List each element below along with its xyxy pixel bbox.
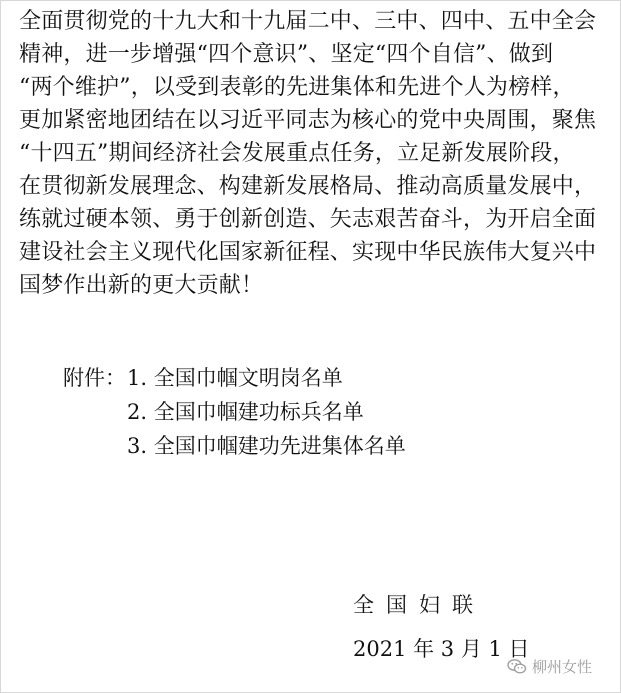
attachment-item: 1. 全国巾帼文明岗名单: [127, 366, 343, 390]
body-line: “十四五”期间经济社会发展重点任务，立足新发展阶段，: [19, 141, 575, 166]
issue-date: 2021 年 3 月 1 日: [353, 637, 530, 661]
attachments-list: [63, 361, 583, 463]
attachment-item: 2. 全国巾帼建功标兵名单: [127, 400, 364, 424]
body-line: 精神，进一步增强“四个意识”、坚定“四个自信”、做到: [19, 42, 554, 67]
body-line: 全面贯彻党的十九大和十九届二中、三中、四中、五中全会: [19, 9, 597, 34]
attachment-row: [63, 429, 583, 463]
body-line: “两个维护”，以受到表彰的先进集体和先进个人为榜样，: [19, 75, 575, 100]
body-line: 建设社会主义现代化国家新征程、实现中华民族伟大复兴中: [19, 240, 597, 265]
watermark-text: 柳州女性: [532, 657, 593, 676]
body-text: [19, 5, 619, 302]
body-line: 练就过硬本领、勇于创新创造、矢志艰苦奋斗，为开启全面: [19, 207, 597, 232]
body-line: 国梦作出新的更大贡献！: [19, 273, 264, 298]
attachment-row: [63, 361, 583, 395]
watermark: [507, 655, 592, 677]
attachment-row: [63, 395, 583, 429]
attachment-item: 3. 全国巾帼建功先进集体名单: [127, 434, 406, 458]
wechat-icon: [507, 658, 527, 675]
issuer-signature: 全国妇联: [353, 593, 485, 617]
body-line: 更加紧密地团结在以习近平同志为核心的党中央周围，聚焦: [19, 108, 597, 133]
body-line: 在贯彻新发展理念、构建新发展格局、推动高质量发展中，: [19, 174, 597, 199]
attachments-label: 附件：: [63, 366, 126, 390]
